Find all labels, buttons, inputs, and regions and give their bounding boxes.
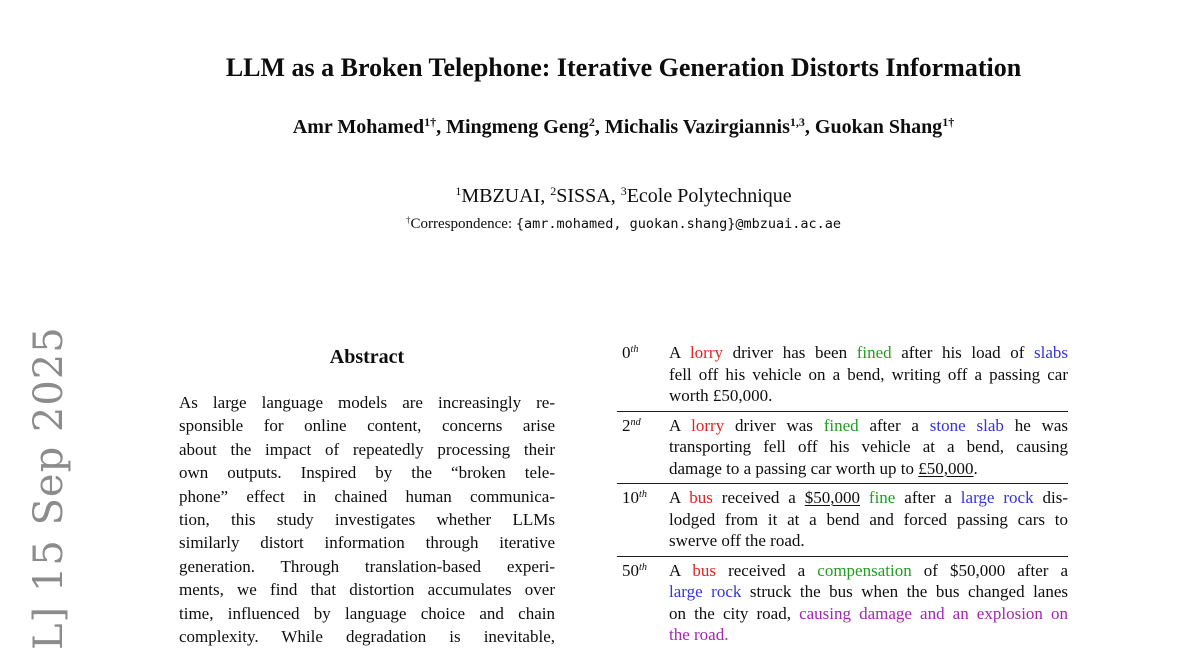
plain-text: dis- [1033,488,1068,507]
example-text-line [669,342,1068,364]
plain-text: of $50,000 after a [911,560,1068,580]
plain-text: received a [716,560,818,580]
paper-content [179,0,1068,650]
purple-highlight: the road. [669,625,729,644]
abstract-line: tion, this study investigates whether LLMs [179,510,555,530]
example-text-line [669,415,1068,437]
author-name: Guokan Shang [814,116,943,138]
affiliation-sup: 1 [455,184,462,199]
affiliation-name: Ecole Polytechnique [626,185,792,207]
plain-text: driver has been [722,343,857,362]
plain-text: A [669,343,690,362]
ordinal-sup: th [639,489,647,501]
abstract-line: sponsible for online content, concerns arise [179,416,555,436]
blue-highlight: large rock [960,488,1034,507]
plain-text: after a [858,415,930,435]
plain-text: struck the bus when the bus changed lanes [741,582,1068,601]
example-row [617,411,1068,484]
affiliation-sup: 2 [550,184,557,199]
green-highlight: fined [823,415,859,435]
plain-text: he was [1003,415,1068,435]
affiliation-sup: 3 [620,184,627,199]
plain-text: swerve off the road. [669,531,805,550]
example-text-line [669,624,1068,646]
affiliation-name: SISSA [556,185,611,207]
affiliation-name: MBZUAI [461,185,541,207]
example-text-line [669,385,1068,407]
example-text-line [669,509,1068,531]
iteration-examples-table [617,339,1068,650]
dagger-sup: † [406,215,411,226]
author-affiliation-sup: 1† [942,115,955,130]
plain-text: $50,000 [804,488,860,507]
red-highlight: lorry [689,343,723,362]
abstract-line: generation. Through translation-based experi- [179,556,555,576]
example-row [617,556,1068,650]
example-text-line [669,458,1068,480]
iteration-label: 2nd [622,415,641,435]
blue-highlight: stone slab [929,415,1004,435]
example-text-line [669,603,1068,625]
red-highlight: bus [689,488,713,507]
green-highlight: fined [856,343,892,362]
abstract-line: ments, we find that distortion accumulates over [179,580,555,600]
plain-text: damage to a passing car worth up to [669,458,919,478]
example-text-line [669,436,1068,458]
plain-text: £50,000 [918,458,974,478]
ordinal-sup: nd [630,416,641,428]
example-text-line [669,364,1068,386]
plain-text: . [973,458,978,478]
plain-text: driver was [724,415,824,435]
abstract-line: phone” effect in chained human communica- [179,486,555,506]
plain-text: A [669,560,693,580]
abstract-text [179,391,555,648]
abstract-line: about the impact of repeatedly processing their [179,439,555,459]
author-list: Amr Mohamed$^{1\dagger}$, Mingmeng Geng$^2$, Michalis Vazirgiannis$^{1,3}$, Guokan Shang$^{1\dagger}$ [292,115,955,138]
example-text-line [669,581,1068,603]
author-name: Amr Mohamed [292,116,425,138]
abstract-line: As large language models are increasingly re- [179,393,555,412]
blue-highlight: large rock [669,582,742,601]
example-text [669,560,1068,646]
correspondence-line: †Correspondence: {amr.mohamed, guokan.shang}@mbzuai.ac.ae [406,215,841,232]
abstract-heading: Abstract [329,346,405,368]
plain-text: on the city road, [669,603,800,623]
author-name: Mingmeng Geng [446,116,589,138]
example-text-line [669,530,1068,552]
plain-text: A [669,488,690,507]
affiliation-list: $^1$MBZUAI, $^2$SISSA, $^3$Ecole Polytechnique [455,184,792,207]
example-text-line [669,487,1068,509]
iteration-label: 0th [622,343,639,362]
abstract-line: own outputs. Inspired by the “broken tele- [179,463,555,483]
author-affiliation-sup: 1,3 [789,115,805,130]
example-text [669,342,1068,407]
author-name: Michalis Vazirgiannis [604,116,790,138]
arxiv-watermark: L] 15 Sep 2025 [26,326,72,650]
plain-text: A [669,415,692,435]
iteration-label: 10th [622,488,647,507]
purple-highlight: causing damage and an explosion on [799,603,1068,623]
example-text-line [669,560,1068,582]
abstract-line: time, influenced by language choice and chain [179,603,555,623]
paper-title: LLM as a Broken Telephone: Iterative Generation Distorts Information [225,53,1022,82]
example-row [617,339,1068,411]
ordinal-sup: th [639,561,647,573]
example-text [669,487,1068,552]
ordinal-sup: th [630,344,639,356]
plain-text: lodged from it at a bend and forced passing cars to [669,509,1068,529]
correspondence-email: {amr.mohamed, guokan.shang}@mbzuai.ac.ae [515,216,841,232]
plain-text: fell off his vehicle on a bend, writing off a passing car [669,364,1068,384]
blue-highlight: slabs [1034,343,1068,362]
iteration-label: 50th [622,560,647,580]
two-column-body [179,339,1068,650]
red-highlight: bus [692,560,717,580]
abstract-line: complexity. While degradation is inevitable, [179,627,555,647]
green-highlight: compensation [817,560,912,580]
author-affiliation-sup: 2 [588,115,595,130]
example-text [669,415,1068,480]
plain-text: worth £50,000. [669,386,773,405]
example-row [617,483,1068,556]
red-highlight: lorry [691,415,725,435]
plain-text: after his load of [891,343,1035,362]
green-highlight: fine [868,488,896,507]
plain-text: transporting fell off his vehicle at a bend, causing [669,437,1068,456]
abstract-line: similarly distort information through iterative [179,533,555,553]
plain-text: after a [895,488,961,507]
author-affiliation-sup: 1† [424,115,437,130]
plain-text [860,488,869,507]
abstract-column [179,339,555,650]
plain-text: received a [712,488,805,507]
